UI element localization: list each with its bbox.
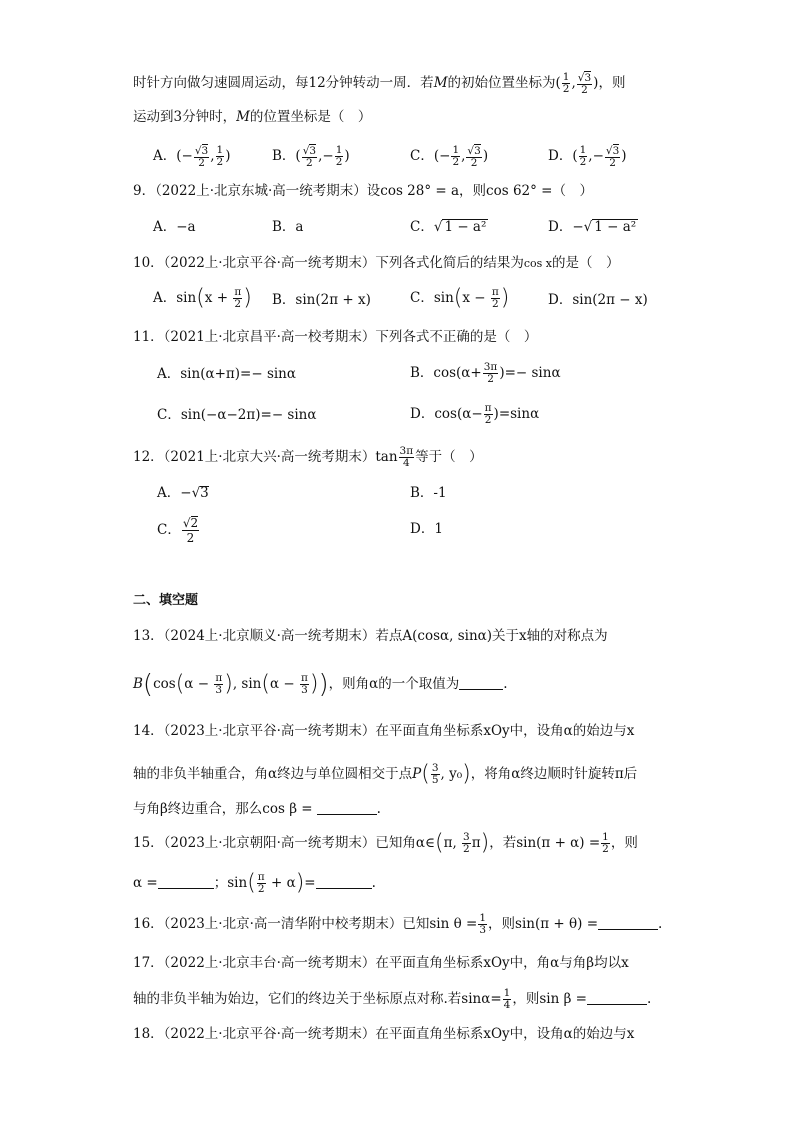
q15-answer-blank-1[interactable] <box>158 874 214 889</box>
q9-option-a[interactable]: A．−a <box>153 219 196 235</box>
q14-text: 轴的非负半轴重合，角α终边与单位圆相交于点 <box>133 766 413 782</box>
q15-alpha: α = <box>133 875 158 891</box>
opt-label: B． <box>272 148 296 164</box>
q13-line2: B(cos(α − $\frac{\pi}{3}$ ), sin(α − $\frac{\pi}{3}$ ))，则角α的一个取值为 . <box>133 669 508 700</box>
q15-text-post: ，则 <box>610 835 638 851</box>
q11-option-b[interactable]: B．cos(α+ $\frac{3\pi}{2}$ )=− sinα <box>410 361 561 385</box>
q9-option-d[interactable]: D．−√ 1 − a² <box>548 219 637 235</box>
opt-label: C．sin <box>410 290 454 306</box>
opt-label: D．− <box>548 219 584 235</box>
q8-text2: 运动到3分钟时， <box>133 109 237 125</box>
q14-text-post: ，将角α终边顺时针旋转π后 <box>470 766 638 782</box>
q16-text: 16．（2023上·北京·高一清华附中校考期末）已知sin θ = <box>133 916 478 932</box>
q8-option-a[interactable]: A．(− $\frac{√3}{2}$ , $\frac{1}{2}$ ) <box>153 144 231 169</box>
q10-text: 10．（2022上·北京平谷·高一统考期末）下列各式化简后的结果为 <box>133 255 524 271</box>
q8-frac-half: $\frac{1}{2}$ <box>562 71 570 95</box>
q16-line: 16．（2023上·北京·高一清华附中校考期末）已知sin θ = $\frac{1}{3}$ ，则sin(π + θ) = . <box>133 912 663 936</box>
q14-text3: 与角β终边重合，那么cos β = <box>133 801 313 817</box>
q13-B: B <box>133 676 143 692</box>
q8-option-d[interactable]: D．( $\frac{1}{2}$ ,− $\frac{√3}{2}$ ) <box>548 144 627 169</box>
q15-line1: 15．（2023上·北京朝阳·高一统考期末）已知角α∈(π, $\frac{3}{2}$ π)，若sin(π + α) = $\frac{1}{2}$ ，则 <box>133 830 638 856</box>
opt-label: C． <box>410 148 434 164</box>
q12-text: 12．（2021上·北京大兴·高一统考期末）tan <box>133 449 398 465</box>
q8-text2-suffix: 的位置坐标是（ ） <box>249 109 372 125</box>
q16-answer-blank[interactable] <box>598 915 658 930</box>
q17-line2: 轴的非负半轴为始边，它们的终边关于坐标原点对称.若sinα= $\frac{1}{4}$ ，则sin β = . <box>133 987 652 1011</box>
q15-text: 15．（2023上·北京朝阳·高一统考期末）已知角α∈ <box>133 835 435 851</box>
q8-text-suffix: ，则 <box>598 75 626 91</box>
q10-option-d[interactable]: D．sin(2π − x) <box>548 292 648 308</box>
q18-line1: 18．（2022上·北京平谷·高一统考期末）在平面直角坐标系xOy中，设角α的始边与x <box>133 1026 635 1042</box>
q11-stem: 11．（2021上·北京昌平·高一校考期末）下列各式不正确的是（ ） <box>133 329 538 345</box>
q12-option-a[interactable]: A．−√3 <box>157 485 209 501</box>
q8-line1: 时针方向做匀速圆周运动，每12分钟转动一周．若M的初始位置坐标为( $\frac{1}{2}$ , $\frac{√3}{2}$ )，则 <box>133 71 626 96</box>
section-title-fill-in: 二、填空题 <box>133 593 199 608</box>
q15-eq: = <box>304 875 316 891</box>
opt-label: C． <box>157 522 181 538</box>
opt-label: A．sin <box>153 290 197 306</box>
q13-answer-blank[interactable] <box>459 675 503 690</box>
q8-text-mid: 的初始位置坐标为 <box>447 75 556 91</box>
q16-text-post: ，则sin(π + θ) = <box>488 916 599 932</box>
q8-M: M <box>433 75 448 91</box>
q12-stem: 12．（2021上·北京大兴·高一统考期末）tan $\frac{3\pi}{4}$ 等于（ ） <box>133 445 483 469</box>
q14-line1: 14．（2023上·北京平谷·高一统考期末）在平面直角坐标系xOy中，设角α的始边与x <box>133 723 635 739</box>
q13-line1: 13．（2024上·北京顺义·高一统考期末）若点A(cosα, sinα)关于x轴的对称点为 <box>133 628 608 644</box>
q10-text-suffix: 的是（ ） <box>552 255 620 271</box>
opt-label: D． <box>548 148 573 164</box>
q10-cosx: cos x <box>523 257 553 270</box>
q8-text: 时针方向做匀速圆周运动，每12分钟转动一周．若 <box>133 75 434 91</box>
opt-label: A． <box>153 148 177 164</box>
opt-post: )=− sinα <box>499 365 561 381</box>
opt-label: D．cos(α− <box>410 406 483 422</box>
q10-option-c[interactable]: C．sin(x − $\frac{\pi}{2}$ ) <box>410 285 510 311</box>
q11-option-d[interactable]: D．cos(α− $\frac{\pi}{2}$ )=sinα <box>410 402 540 426</box>
q17-answer-blank[interactable] <box>587 990 647 1005</box>
q15-line2: α = ；sin( $\frac{\pi}{2}$ + α)= . <box>133 870 376 896</box>
opt-label: A．− <box>157 485 192 501</box>
q14-line2: 轴的非负半轴重合，角α终边与单位圆相交于点P( $\frac{3}{5}$ , y₀)，将角α终边顺时针旋转π后 <box>133 761 638 787</box>
q15-answer-blank-2[interactable] <box>316 874 372 889</box>
q17-text-post: ，则sin β = <box>512 991 587 1007</box>
q13-text: ，则角α的一个取值为 <box>328 676 460 692</box>
q10-option-a[interactable]: A．sin(x + $\frac{\pi}{2}$ ) <box>153 285 252 311</box>
q8-option-b[interactable]: B．( $\frac{√3}{2}$ ,− $\frac{1}{2}$ ) <box>272 144 350 169</box>
q12-option-d[interactable]: D．1 <box>410 521 443 537</box>
q10-stem <box>133 253 620 274</box>
q9-option-c[interactable]: C．√ 1 − a² <box>410 219 487 235</box>
q17-text: 轴的非负半轴为始边，它们的终边关于坐标原点对称.若sinα= <box>133 991 502 1007</box>
q9-stem: 9．（2022上·北京东城·高一统考期末）设cos 28° = a，则cos 62° =（ ） <box>133 183 593 199</box>
q10-option-b[interactable]: B．sin(2π + x) <box>272 292 371 308</box>
q17-line1: 17．（2022上·北京丰台·高一统考期末）在平面直角坐标系xOy中，角α与角β均以x <box>133 955 629 971</box>
q8-frac-sqrt3-2: $\frac{√3}{2}$ <box>577 72 592 96</box>
opt-label: C． <box>410 219 434 235</box>
q12-text-suffix: 等于（ ） <box>415 449 483 465</box>
q12-option-c[interactable]: C． $\frac{√2}{2}$ <box>157 516 199 545</box>
opt-post: )=sinα <box>493 406 540 422</box>
q14-line3: 与角β终边重合，那么cos β = . <box>133 801 381 817</box>
q9-option-b[interactable]: B．a <box>272 219 304 235</box>
q8-option-c[interactable]: C．(− $\frac{1}{2}$ , $\frac{√3}{2}$ ) <box>410 144 489 169</box>
q12-option-b[interactable]: B．-1 <box>410 485 447 501</box>
q8-M2: M <box>236 109 250 125</box>
q11-option-a[interactable]: A．sin(α+π)=− sinα <box>157 366 296 382</box>
q14-answer-blank[interactable] <box>317 800 377 815</box>
q15-text-mid: ，若sin(π + α) = <box>489 835 601 851</box>
opt-label: B．cos(α+ <box>410 365 482 381</box>
q11-option-c[interactable]: C．sin(−α−2π)=− sinα <box>157 407 317 423</box>
q15-sep: ；sin <box>213 875 248 891</box>
q8-line2 <box>133 107 371 127</box>
